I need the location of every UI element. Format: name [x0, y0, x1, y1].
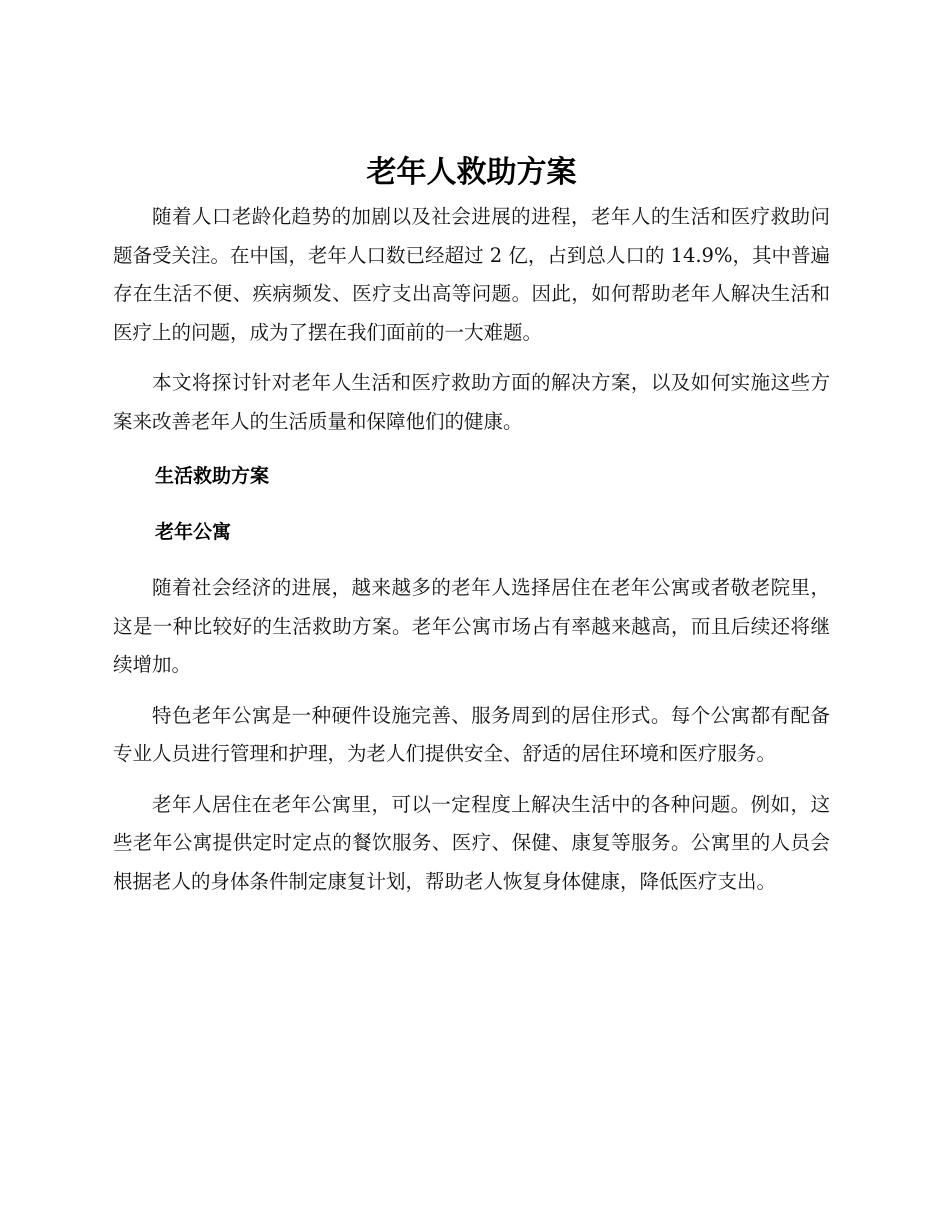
document-title: 老年人救助方案 — [366, 155, 577, 190]
subsection-heading-senior-apartment: 老年公寓 — [155, 521, 232, 543]
intro-paragraph-1: 随着人口老龄化趋势的加剧以及社会进展的进程，老年人的生活和医疗救助问题备受关注。在中国，老年人口数已经超过 2 亿，占到总人口的 14.9%，其中普遍存在生活不便、疾病频发、医疗支出高等问题。因此，如何帮助老年人解决生活和医疗上的问题，成为了摆在我们面前的一大难题。 — [113, 205, 830, 344]
document-body — [113, 148, 830, 913]
section-heading-living-assistance: 生活救助方案 — [155, 465, 270, 487]
apartment-paragraph-3: 老年人居住在老年公寓里，可以一定程度上解决生活中的各种问题。例如，这些老年公寓提供定时定点的餐饮服务、医疗、保健、康复等服务。公寓里的人员会根据老人的身体条件制定康复计划，帮助老人恢复身体健康，降低医疗支出。 — [113, 792, 830, 893]
apartment-paragraph-2: 特色老年公寓是一种硬件设施完善、服务周到的居住形式。每个公寓都有配备专业人员进行管理和护理，为老人们提供安全、舒适的居住环境和医疗服务。 — [113, 703, 830, 765]
intro-paragraph-2: 本文将探讨针对老年人生活和医疗救助方面的解决方案，以及如何实施这些方案来改善老年人的生活质量和保障他们的健康。 — [113, 371, 830, 433]
apartment-paragraph-1: 随着社会经济的进展，越来越多的老年人选择居住在老年公寓或者敬老院里，这是一种比较好的生活救助方案。老年公寓市场占有率越来越高，而且后续还将继续增加。 — [113, 576, 830, 676]
